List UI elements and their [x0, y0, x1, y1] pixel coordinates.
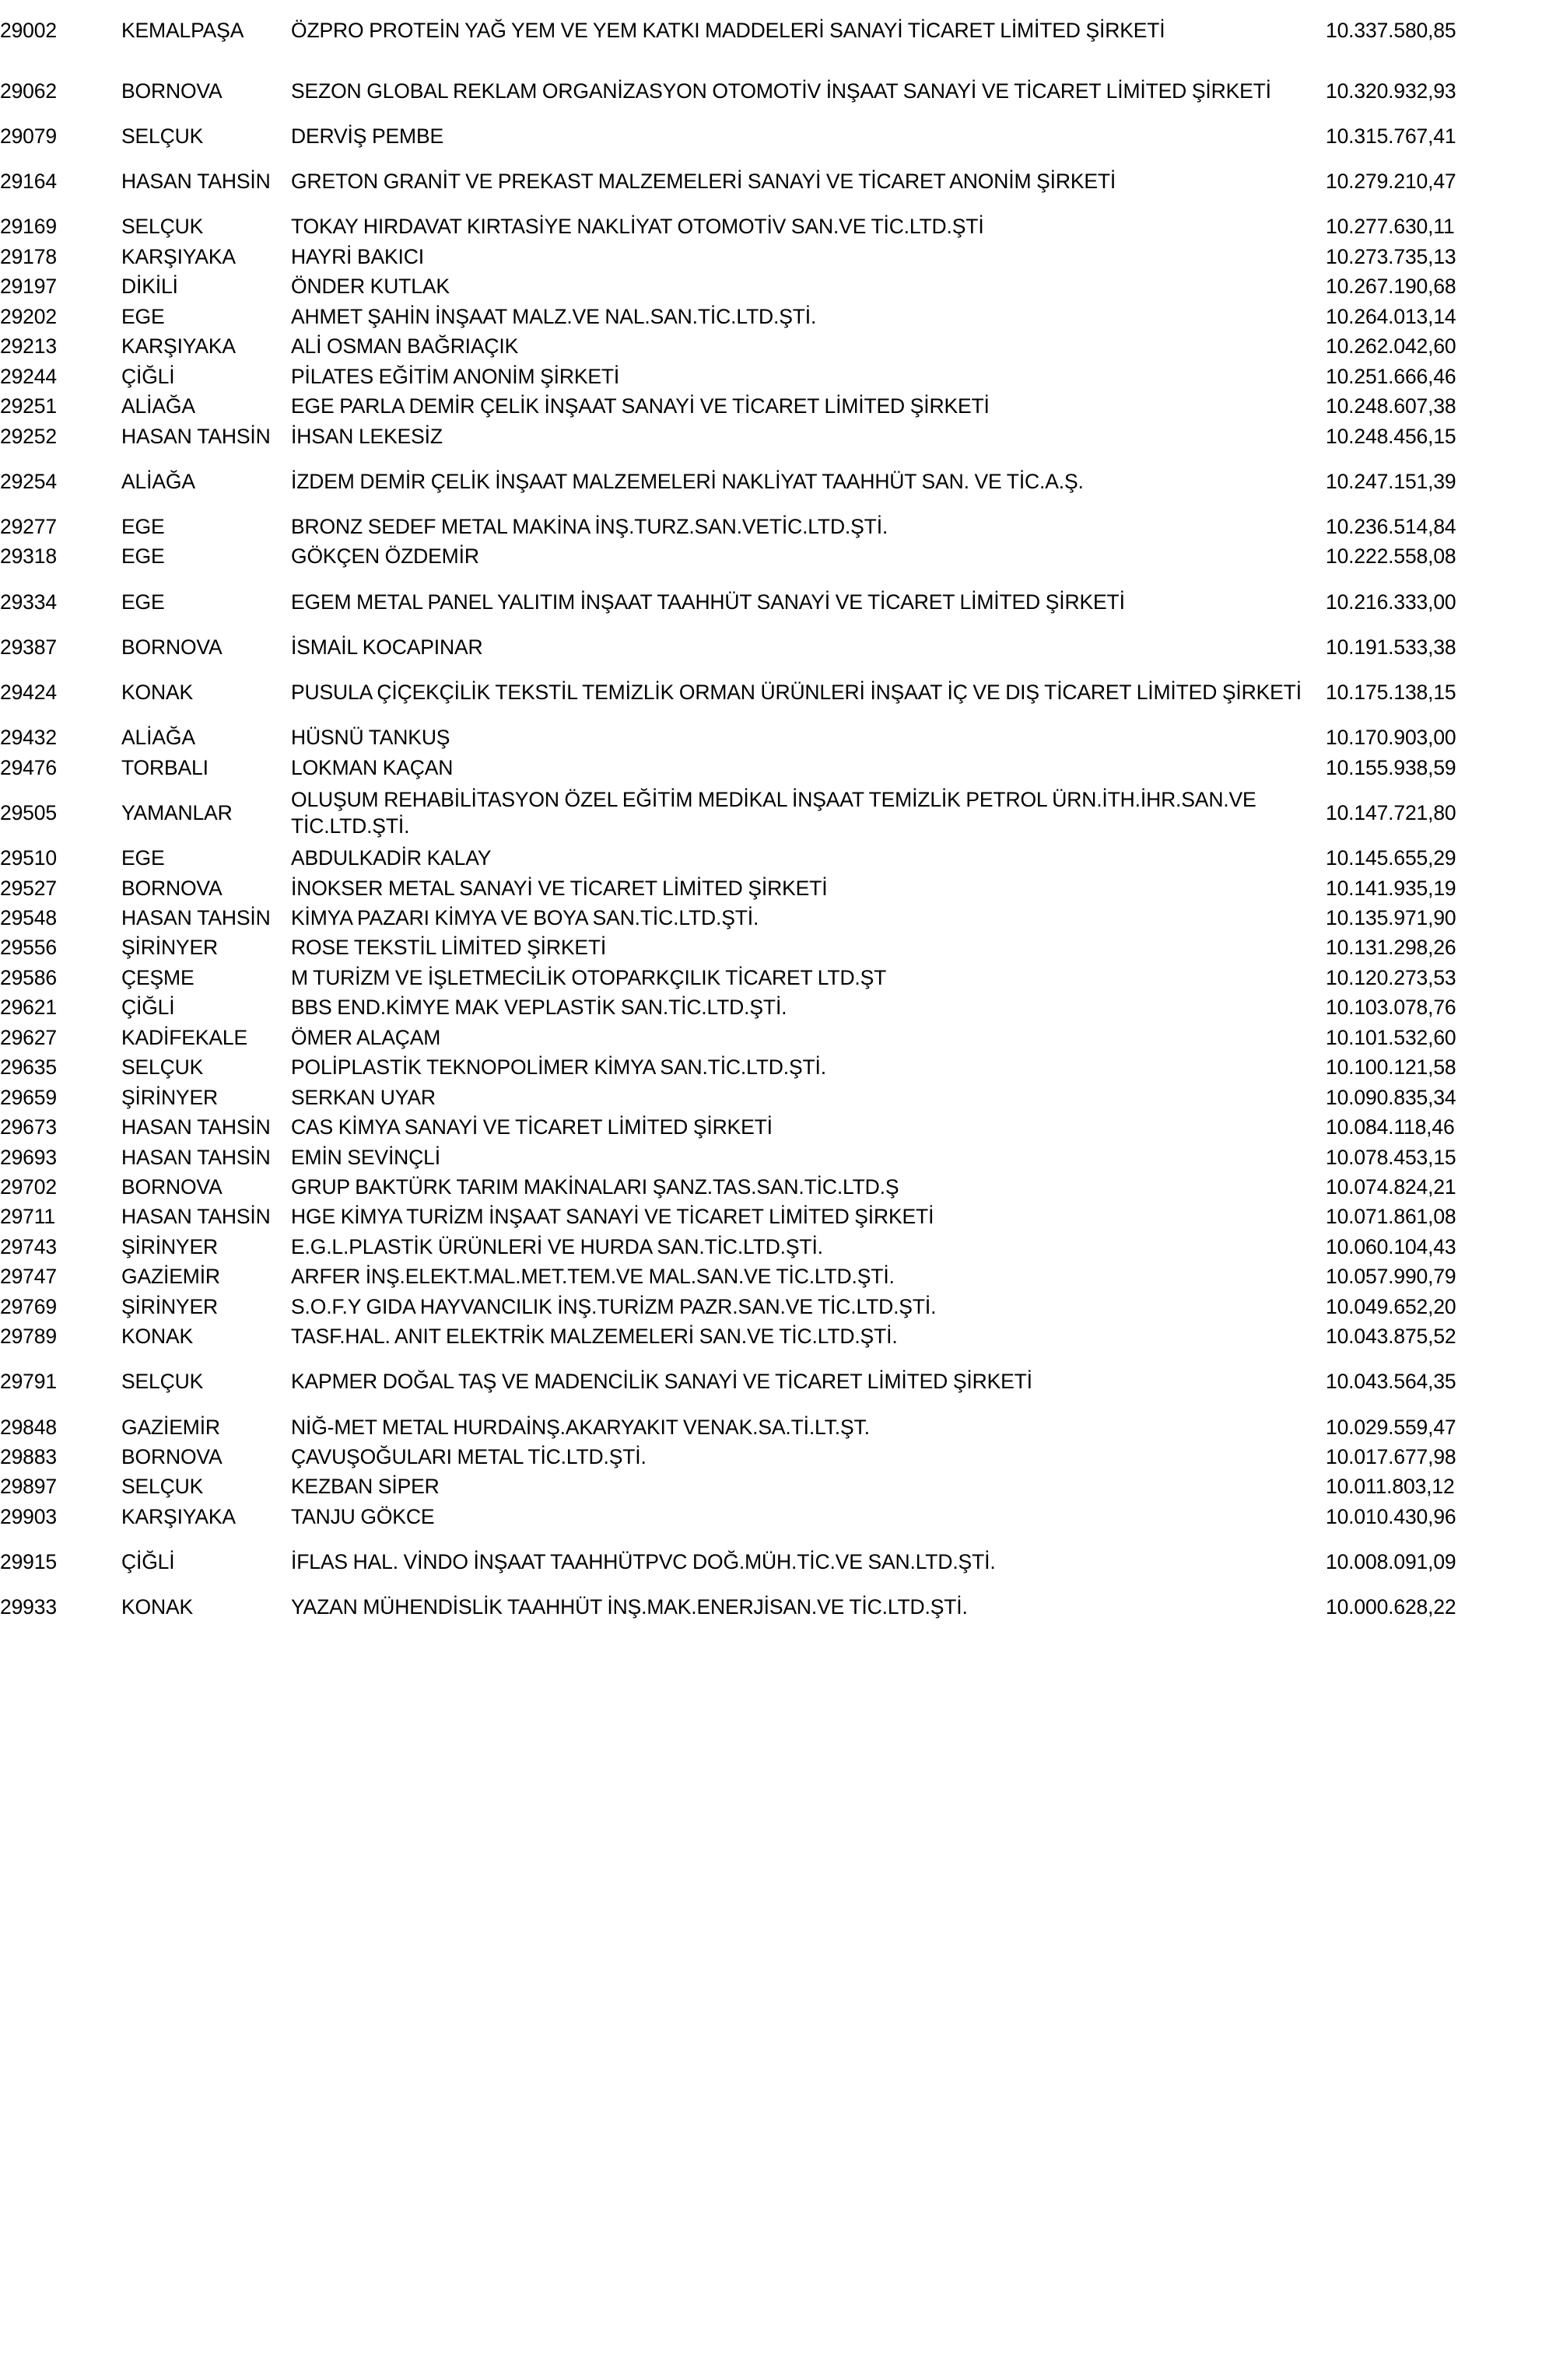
row-debt-amount: 10.057.990,79 [1326, 1265, 1456, 1289]
row-tax-office: KARŞIYAKA [121, 1504, 236, 1528]
column-spacer [100, 1292, 121, 1321]
column-spacer [100, 1352, 121, 1412]
table-row [0, 271, 1542, 301]
row-sequence-number: 29387 [0, 635, 57, 659]
row-sequence-number: 29277 [0, 514, 57, 538]
row-debt-amount: 10.090.835,34 [1326, 1085, 1456, 1109]
row-debt-amount: 10.247.151,39 [1326, 469, 1456, 493]
row-debt-amount: 10.145.655,29 [1326, 846, 1456, 870]
row-taxpayer-name: ÖNDER KUTLAK [291, 275, 450, 299]
table-row [0, 933, 1542, 962]
table-row [0, 391, 1542, 421]
row-taxpayer-name: HAYRİ BAKICI [291, 244, 424, 268]
row-tax-office: SELÇUK [121, 1475, 204, 1499]
row-taxpayer-name: HÜSNÜ TANKUŞ [291, 726, 450, 750]
table-row [0, 843, 1542, 873]
row-taxpayer-name: GRUP BAKTÜRK TARIM MAKİNALARI ŞANZ.TAS.SAN.TİC.LTD.Ş [291, 1174, 899, 1199]
row-sequence-number: 29915 [0, 1550, 57, 1574]
column-spacer [100, 1412, 121, 1442]
row-tax-office: ŞİRİNYER [121, 1294, 218, 1318]
row-tax-office: KEMALPAŞA [121, 18, 244, 42]
table-row [0, 1412, 1542, 1442]
row-tax-office: KONAK [121, 681, 194, 705]
column-spacer [100, 903, 121, 933]
table-row [0, 903, 1542, 933]
row-taxpayer-name: KİMYA PAZARI KİMYA VE BOYA SAN.TİC.LTD.ŞTİ. [291, 906, 759, 929]
row-sequence-number: 29164 [0, 170, 57, 194]
column-spacer [100, 451, 121, 512]
row-debt-amount: 10.191.533,38 [1326, 635, 1456, 659]
row-tax-office: KONAK [121, 1595, 194, 1619]
row-taxpayer-name: BBS END.KİMYE MAK VEPLASTİK SAN.TİC.LTD.ŞTİ. [291, 996, 787, 1020]
row-taxpayer-name: HGE KİMYA TURİZM İNŞAAT SANAYİ VE TİCARET LİMİTED ŞİRKETİ [291, 1205, 934, 1229]
column-spacer [100, 512, 121, 541]
column-spacer [100, 782, 121, 843]
row-debt-amount: 10.103.078,76 [1326, 996, 1456, 1020]
row-sequence-number: 29635 [0, 1055, 57, 1080]
row-taxpayer-name: CAS KİMYA SANAYİ VE TİCARET LİMİTED ŞİRKETİ [291, 1115, 773, 1139]
row-sequence-number: 29702 [0, 1174, 57, 1199]
row-tax-office: EGE [121, 304, 165, 328]
row-tax-office: ÇİĞLİ [121, 364, 175, 388]
column-spacer [100, 541, 121, 571]
row-taxpayer-name: E.G.L.PLASTİK ÜRÜNLERİ VE HURDA SAN.TİC.LTD.ŞTİ. [291, 1234, 823, 1258]
row-taxpayer-name: PİLATES EĞİTİM ANONİM ŞİRKETİ [291, 364, 620, 388]
table-row [0, 1172, 1542, 1202]
column-spacer [100, 873, 121, 903]
row-sequence-number: 29476 [0, 755, 57, 779]
row-tax-office: EGE [121, 514, 165, 538]
row-taxpayer-name: SEZON GLOBAL REKLAM ORGANİZASYON OTOMOTİV İNŞAAT SANAYİ VE TİCARET LİMİTED ŞİRKETİ [291, 79, 1271, 103]
row-tax-office: BORNOVA [121, 1445, 223, 1468]
table-row [0, 1502, 1542, 1531]
row-debt-amount: 10.084.118,46 [1326, 1115, 1455, 1139]
row-debt-amount: 10.010.430,96 [1326, 1504, 1456, 1528]
row-debt-amount: 10.216.333,00 [1326, 590, 1456, 614]
column-spacer [100, 572, 121, 632]
row-debt-amount: 10.101.532,60 [1326, 1025, 1456, 1049]
row-debt-amount: 10.141.935,19 [1326, 876, 1456, 900]
row-debt-amount: 10.100.121,58 [1326, 1055, 1456, 1080]
row-tax-office: SELÇUK [121, 1055, 204, 1080]
row-debt-amount: 10.000.628,22 [1326, 1595, 1456, 1619]
table-row [0, 1592, 1542, 1622]
table-row [0, 331, 1542, 361]
row-sequence-number: 29244 [0, 364, 57, 388]
table-row [0, 1292, 1542, 1321]
row-tax-office: ALİAĞA [121, 726, 195, 750]
row-debt-amount: 10.267.190,68 [1326, 275, 1456, 299]
table-row [0, 1262, 1542, 1291]
row-sequence-number: 29334 [0, 590, 57, 614]
column-spacer [100, 242, 121, 271]
row-sequence-number: 29743 [0, 1234, 57, 1258]
row-sequence-number: 29197 [0, 275, 57, 299]
row-tax-office: KARŞIYAKA [121, 334, 236, 359]
table-row [0, 1442, 1542, 1472]
row-taxpayer-name: LOKMAN KAÇAN [291, 755, 454, 779]
row-debt-amount: 10.008.091,09 [1326, 1550, 1456, 1574]
row-tax-office: SELÇUK [121, 124, 204, 148]
row-debt-amount: 10.251.666,46 [1326, 364, 1456, 388]
row-tax-office: SELÇUK [121, 215, 204, 239]
row-taxpayer-name: İNOKSER METAL SANAYİ VE TİCARET LİMİTED ŞİRKETİ [291, 876, 828, 900]
row-debt-amount: 10.131.298,26 [1326, 936, 1456, 960]
row-sequence-number: 29673 [0, 1115, 57, 1139]
table-row [0, 362, 1542, 391]
row-taxpayer-name: POLİPLASTİK TEKNOPOLİMER KİMYA SAN.TİC.LTD.ŞTİ. [291, 1055, 826, 1080]
row-taxpayer-name: EMİN SEVİNÇLİ [291, 1145, 440, 1169]
row-taxpayer-name: GRETON GRANİT VE PREKAST MALZEMELERİ SANAYİ VE TİCARET ANONİM ŞİRKETİ [291, 170, 1116, 194]
column-spacer [100, 151, 121, 212]
row-sequence-number: 29252 [0, 424, 57, 448]
table-row [0, 1472, 1542, 1501]
row-debt-amount: 10.071.861,08 [1326, 1205, 1456, 1229]
table-row [0, 1202, 1542, 1231]
row-sequence-number: 29432 [0, 726, 57, 750]
row-sequence-number: 29169 [0, 215, 57, 239]
row-taxpayer-name: TASF.HAL. ANIT ELEKTRİK MALZEMELERİ SAN.VE TİC.LTD.ŞTİ. [291, 1325, 898, 1349]
column-spacer [100, 1052, 121, 1082]
column-spacer [100, 271, 121, 301]
table-row [0, 963, 1542, 992]
row-debt-amount: 10.315.767,41 [1326, 124, 1456, 148]
row-tax-office: HASAN TAHSİN [121, 1145, 271, 1169]
column-spacer [100, 121, 121, 151]
table-row [0, 1052, 1542, 1082]
row-taxpayer-name: İZDEM DEMİR ÇELİK İNŞAAT MALZEMELERİ NAKLİYAT TAAHHÜT SAN. VE TİC.A.Ş. [291, 469, 1084, 493]
row-debt-amount: 10.017.677,98 [1326, 1445, 1456, 1468]
row-debt-amount: 10.273.735,13 [1326, 244, 1456, 268]
column-spacer [100, 1592, 121, 1622]
row-tax-office: KARŞIYAKA [121, 244, 236, 268]
row-taxpayer-name: TOKAY HIRDAVAT KIRTASİYE NAKLİYAT OTOMOTİV SAN.VE TİC.LTD.ŞTİ [291, 215, 984, 239]
row-tax-office: TORBALI [121, 755, 209, 779]
table-row [0, 1531, 1542, 1592]
row-debt-amount: 10.135.971,90 [1326, 906, 1456, 929]
row-debt-amount: 10.011.803,12 [1326, 1475, 1455, 1499]
column-spacer [100, 632, 121, 662]
row-sequence-number: 29318 [0, 544, 57, 569]
column-spacer [100, 1112, 121, 1142]
row-sequence-number: 29202 [0, 304, 57, 328]
table-row [0, 662, 1542, 723]
column-spacer [100, 1023, 121, 1052]
row-taxpayer-name: PUSULA ÇİÇEKÇİLİK TEKSTİL TEMİZLİK ORMAN ÜRÜNLERİ İNŞAAT İÇ VE DIŞ TİCARET LİMİTED ŞİRKETİ [291, 681, 1302, 705]
table-row [0, 723, 1542, 752]
row-taxpayer-name: İSMAİL KOCAPINAR [291, 635, 483, 659]
row-sequence-number: 29424 [0, 681, 57, 705]
row-sequence-number: 29883 [0, 1445, 57, 1468]
row-sequence-number: 29747 [0, 1265, 57, 1289]
row-tax-office: BORNOVA [121, 1174, 223, 1199]
table-row [0, 1352, 1542, 1412]
row-sequence-number: 29711 [0, 1205, 55, 1229]
table-row [0, 1083, 1542, 1112]
table-row [0, 753, 1542, 782]
row-tax-office: ÇEŞME [121, 965, 195, 989]
column-spacer [100, 0, 121, 61]
row-debt-amount: 10.120.273,53 [1326, 965, 1456, 989]
row-debt-amount: 10.043.564,35 [1326, 1370, 1456, 1394]
column-spacer [100, 1531, 121, 1592]
row-taxpayer-name: AHMET ŞAHİN İNŞAAT MALZ.VE NAL.SAN.TİC.LTD.ŞTİ. [291, 304, 817, 328]
row-tax-office: HASAN TAHSİN [121, 170, 271, 194]
column-spacer [100, 1502, 121, 1531]
table-row [0, 61, 1542, 121]
row-taxpayer-name: İFLAS HAL. VİNDO İNŞAAT TAAHHÜTPVC DOĞ.MÜH.TİC.VE SAN.LTD.ŞTİ. [291, 1550, 996, 1574]
row-sequence-number: 29556 [0, 936, 57, 960]
row-tax-office: ALİAĞA [121, 394, 195, 418]
row-sequence-number: 29621 [0, 996, 57, 1020]
table-row [0, 632, 1542, 662]
column-spacer [100, 391, 121, 421]
row-taxpayer-name: TANJU GÖKCE [291, 1504, 435, 1528]
row-sequence-number: 29213 [0, 334, 57, 359]
row-tax-office: ŞİRİNYER [121, 936, 218, 960]
table-row [0, 541, 1542, 571]
row-tax-office: YAMANLAR [121, 800, 233, 824]
row-debt-amount: 10.222.558,08 [1326, 544, 1456, 569]
table-row [0, 1143, 1542, 1172]
row-sequence-number: 29254 [0, 469, 57, 493]
table-row [0, 512, 1542, 541]
row-debt-amount: 10.029.559,47 [1326, 1415, 1456, 1439]
row-sequence-number: 29586 [0, 965, 57, 989]
row-tax-office: BORNOVA [121, 876, 223, 900]
row-sequence-number: 29659 [0, 1085, 57, 1109]
row-debt-amount: 10.262.042,60 [1326, 334, 1456, 359]
table-row [0, 242, 1542, 271]
row-debt-amount: 10.236.514,84 [1326, 514, 1456, 538]
row-tax-office: SELÇUK [121, 1370, 204, 1394]
row-tax-office: GAZİEMİR [121, 1265, 220, 1289]
column-spacer [100, 362, 121, 391]
row-taxpayer-name: YAZAN MÜHENDİSLİK TAAHHÜT İNŞ.MAK.ENERJİSAN.VE TİC.LTD.ŞTİ. [291, 1595, 968, 1619]
row-tax-office: HASAN TAHSİN [121, 1115, 271, 1139]
row-taxpayer-name: GÖKÇEN ÖZDEMİR [291, 544, 479, 569]
row-sequence-number: 29791 [0, 1370, 57, 1394]
row-taxpayer-name: M TURİZM VE İŞLETMECİLİK OTOPARKÇILIK TİCARET LTD.ŞT [291, 965, 887, 989]
row-sequence-number: 29769 [0, 1294, 57, 1318]
row-tax-office: EGE [121, 590, 165, 614]
column-spacer [100, 1083, 121, 1112]
row-sequence-number: 29693 [0, 1145, 57, 1169]
table-row [0, 992, 1542, 1022]
row-debt-amount: 10.279.210,47 [1326, 170, 1456, 194]
row-taxpayer-name: ALİ OSMAN BAĞRIAÇIK [291, 334, 519, 359]
row-sequence-number: 29627 [0, 1025, 57, 1049]
column-spacer [100, 723, 121, 752]
column-spacer [100, 662, 121, 723]
column-spacer [100, 61, 121, 121]
row-debt-amount: 10.264.013,14 [1326, 304, 1456, 328]
row-debt-amount: 10.060.104,43 [1326, 1234, 1456, 1258]
row-debt-amount: 10.155.938,59 [1326, 755, 1456, 779]
row-debt-amount: 10.248.607,38 [1326, 394, 1456, 418]
row-debt-amount: 10.078.453,15 [1326, 1145, 1456, 1169]
column-spacer [100, 212, 121, 241]
column-spacer [100, 1172, 121, 1202]
row-debt-amount: 10.074.824,21 [1326, 1174, 1456, 1199]
row-sequence-number: 29062 [0, 79, 57, 103]
column-spacer [100, 331, 121, 361]
row-debt-amount: 10.175.138,15 [1326, 681, 1456, 705]
row-taxpayer-name: SERKAN UYAR [291, 1085, 436, 1109]
column-spacer [100, 1143, 121, 1172]
row-sequence-number: 29505 [0, 800, 57, 824]
table-row [0, 873, 1542, 903]
row-taxpayer-name: ÖZPRO PROTEİN YAĞ YEM VE YEM KATKI MADDELERİ SANAYİ TİCARET LİMİTED ŞİRKETİ [291, 18, 1165, 42]
row-sequence-number: 29527 [0, 876, 57, 900]
row-tax-office: ALİAĞA [121, 469, 195, 493]
column-spacer [100, 422, 121, 451]
row-sequence-number: 29178 [0, 244, 57, 268]
row-debt-amount: 10.337.580,85 [1326, 18, 1456, 42]
row-sequence-number: 29933 [0, 1595, 57, 1619]
row-sequence-number: 29897 [0, 1475, 57, 1499]
table-row [0, 422, 1542, 451]
row-taxpayer-name: OLUŞUM REHABİLİTASYON ÖZEL EĞİTİM MEDİKAL İNŞAAT TEMİZLİK PETROL ÜRN.İTH.İHR.SAN.VE TİC.LTD.ŞTİ. [291, 787, 1256, 838]
row-taxpayer-name: BRONZ SEDEF METAL MAKİNA İNŞ.TURZ.SAN.VETİC.LTD.ŞTİ. [291, 514, 888, 538]
row-sequence-number: 29789 [0, 1325, 57, 1349]
column-spacer [100, 1442, 121, 1472]
row-sequence-number: 29002 [0, 18, 57, 42]
row-debt-amount: 10.043.875,52 [1326, 1325, 1456, 1349]
row-debt-amount: 10.170.903,00 [1326, 726, 1456, 750]
row-tax-office: HASAN TAHSİN [121, 906, 271, 929]
row-tax-office: ŞİRİNYER [121, 1234, 218, 1258]
column-spacer [100, 302, 121, 331]
row-tax-office: HASAN TAHSİN [121, 424, 271, 448]
table-row [0, 212, 1542, 241]
table-row [0, 121, 1542, 151]
table-row [0, 302, 1542, 331]
column-spacer [100, 1232, 121, 1262]
row-taxpayer-name: DERVİŞ PEMBE [291, 124, 444, 148]
row-tax-office: BORNOVA [121, 635, 223, 659]
row-taxpayer-name: ROSE TEKSTİL LİMİTED ŞİRKETİ [291, 936, 607, 960]
table-row [0, 1321, 1542, 1351]
table-row [0, 1232, 1542, 1262]
row-taxpayer-name: S.O.F.Y GIDA HAYVANCILIK İNŞ.TURİZM PAZR.SAN.VE TİC.LTD.ŞTİ. [291, 1294, 937, 1318]
row-tax-office: ŞİRİNYER [121, 1085, 218, 1109]
row-tax-office: EGE [121, 846, 165, 870]
row-taxpayer-name: İHSAN LEKESİZ [291, 424, 443, 448]
row-tax-office: KONAK [121, 1325, 194, 1349]
row-debt-amount: 10.147.721,80 [1326, 800, 1456, 824]
column-spacer [100, 1262, 121, 1291]
row-debt-amount: 10.049.652,20 [1326, 1294, 1456, 1318]
column-spacer [100, 963, 121, 992]
row-sequence-number: 29903 [0, 1504, 57, 1528]
row-taxpayer-name: ABDULKADİR KALAY [291, 846, 492, 870]
row-debt-amount: 10.320.932,93 [1326, 79, 1456, 103]
column-spacer [100, 843, 121, 873]
table-row [0, 0, 1542, 61]
table-row [0, 1023, 1542, 1052]
row-tax-office: KADİFEKALE [121, 1025, 247, 1049]
row-sequence-number: 29548 [0, 906, 57, 929]
row-sequence-number: 29251 [0, 394, 57, 418]
row-tax-office: ÇİĞLİ [121, 1550, 175, 1574]
row-taxpayer-name: KAPMER DOĞAL TAŞ VE MADENCİLİK SANAYİ VE TİCARET LİMİTED ŞİRKETİ [291, 1370, 1032, 1394]
row-tax-office: HASAN TAHSİN [121, 1205, 271, 1229]
row-sequence-number: 29079 [0, 124, 57, 148]
column-spacer [100, 1472, 121, 1501]
row-tax-office: BORNOVA [121, 79, 223, 103]
row-taxpayer-name: NİĞ-MET METAL HURDAİNŞ.AKARYAKIT VENAK.SA.Tİ.LT.ŞT. [291, 1415, 870, 1439]
row-taxpayer-name: ARFER İNŞ.ELEKT.MAL.MET.TEM.VE MAL.SAN.VE TİC.LTD.ŞTİ. [291, 1265, 895, 1289]
row-sequence-number: 29848 [0, 1415, 57, 1439]
column-spacer [100, 1202, 121, 1231]
row-tax-office: ÇİĞLİ [121, 996, 175, 1020]
table-row [0, 1112, 1542, 1142]
row-taxpayer-name: EGE PARLA DEMİR ÇELİK İNŞAAT SANAYİ VE TİCARET LİMİTED ŞİRKETİ [291, 394, 990, 418]
row-tax-office: GAZİEMİR [121, 1415, 220, 1439]
row-debt-amount: 10.248.456,15 [1326, 424, 1456, 448]
row-taxpayer-name: EGEM METAL PANEL YALITIM İNŞAAT TAAHHÜT SANAYİ VE TİCARET LİMİTED ŞİRKETİ [291, 590, 1125, 614]
table-row [0, 151, 1542, 212]
row-tax-office: DİKİLİ [121, 275, 178, 299]
column-spacer [100, 753, 121, 782]
table-row [0, 451, 1542, 512]
row-tax-office: EGE [121, 544, 165, 569]
column-spacer [100, 992, 121, 1022]
column-spacer [100, 1321, 121, 1351]
table-row [0, 782, 1542, 843]
row-taxpayer-name: ÖMER ALAÇAM [291, 1025, 441, 1049]
table-row [0, 572, 1542, 632]
row-taxpayer-name: ÇAVUŞOĞULARI METAL TİC.LTD.ŞTİ. [291, 1445, 647, 1468]
row-sequence-number: 29510 [0, 846, 57, 870]
row-taxpayer-name: KEZBAN SİPER [291, 1475, 440, 1499]
row-debt-amount: 10.277.630,11 [1326, 215, 1455, 239]
column-spacer [100, 933, 121, 962]
